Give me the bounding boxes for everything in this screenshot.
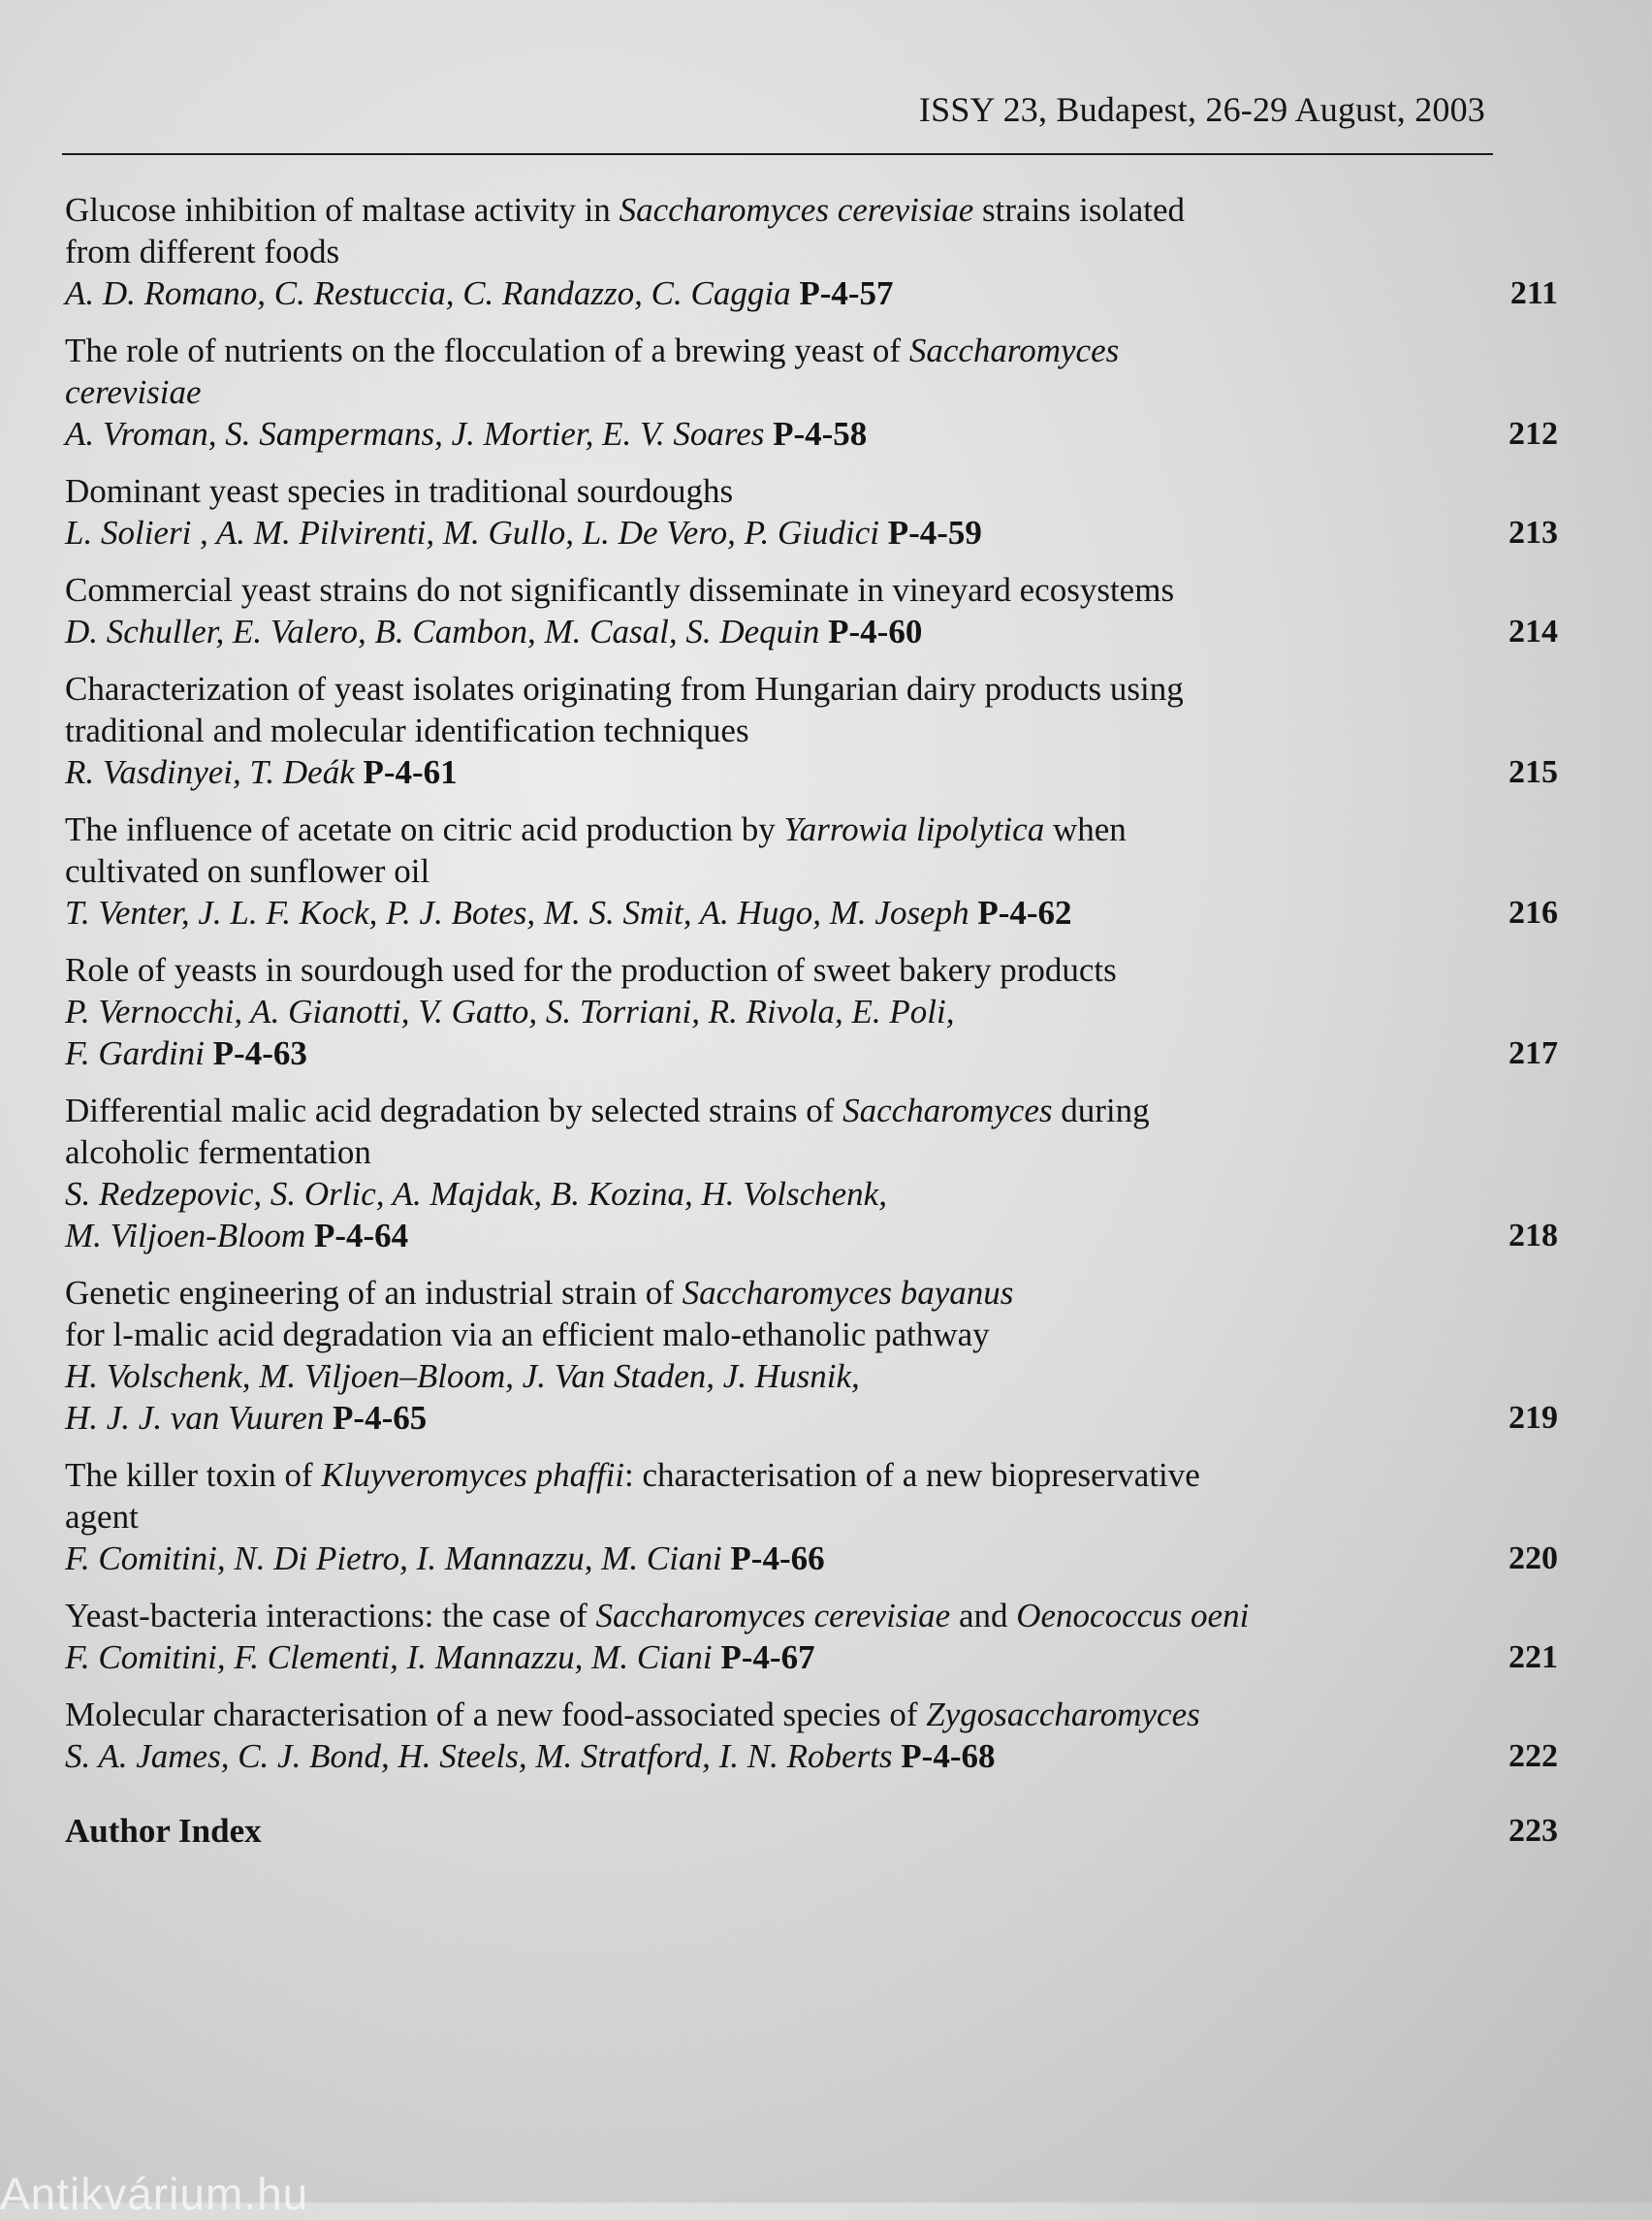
entry-title-line [65, 949, 1422, 991]
title-text: Dominant yeast species in traditional sourdoughs [65, 472, 734, 510]
authors-text: S. A. James, C. J. Bond, H. Steels, M. Stratford, I. N. Roberts [65, 1737, 893, 1775]
poster-code: P-4-68 [901, 1737, 996, 1775]
toc-entry [0, 330, 1558, 455]
watermark: Antikvárium.hu [0, 2169, 309, 2219]
title-text: traditional and molecular identification techniques [65, 712, 749, 749]
title-text: Molecular characterisation of a new food-associated species of [65, 1696, 927, 1733]
title-text: cultivated on sunflower oil [65, 852, 430, 890]
entry-title-line [65, 569, 1422, 611]
toc-entry [0, 470, 1558, 554]
species-name: Saccharomyces cerevisiae [595, 1597, 951, 1634]
page-number: 217 [1509, 1035, 1558, 1071]
entry-title-line [65, 1454, 1422, 1496]
authors-text: R. Vasdinyei, T. Deák [65, 753, 355, 791]
entry-authors-line [65, 1397, 1422, 1439]
authors-text: H. J. J. van Vuuren [65, 1399, 325, 1437]
title-text: alcoholic fermentation [65, 1133, 371, 1171]
entry-authors-line [65, 751, 1422, 793]
species-name: Saccharomyces bayanus [682, 1274, 1014, 1312]
title-text: Characterization of yeast isolates originating from Hungarian dairy products using [65, 670, 1184, 708]
title-text: The role of nutrients on the flocculation of a brewing yeast of [65, 332, 909, 369]
page-number: 220 [1509, 1540, 1558, 1576]
entry-authors-line [65, 512, 1422, 554]
entry-authors-line [65, 413, 1422, 455]
poster-code: P-4-62 [977, 894, 1072, 932]
authors-text: S. Redzepovic, S. Orlic, A. Majdak, B. Kozina, H. Volschenk, [65, 1175, 887, 1213]
title-text: for l-malic acid degradation via an efficient malo-ethanolic pathway [65, 1316, 990, 1353]
entry-title-line [65, 809, 1422, 850]
entry-title-line [65, 189, 1422, 231]
toc-entry [0, 809, 1558, 934]
poster-code: P-4-61 [363, 753, 458, 791]
header-rule [62, 153, 1493, 155]
page-number: 215 [1509, 754, 1558, 790]
title-text: The killer toxin of [65, 1456, 322, 1494]
entry-title-line [65, 1272, 1422, 1314]
authors-text: A. Vroman, S. Sampermans, J. Mortier, E. V. Soares [65, 415, 765, 453]
species-name: Saccharomyces [842, 1092, 1053, 1129]
page-number: 219 [1509, 1400, 1558, 1436]
authors-text: A. D. Romano, C. Restuccia, C. Randazzo, C. Caggia [65, 274, 791, 312]
authors-text: F. Comitini, F. Clementi, I. Mannazzu, M. Ciani [65, 1638, 713, 1676]
author-index-entry [0, 1810, 1558, 1852]
poster-code: P-4-57 [799, 274, 894, 312]
toc-entry [0, 569, 1558, 652]
page-number: 214 [1509, 614, 1558, 650]
page-number: 211 [1509, 275, 1558, 311]
entry-title-line [65, 470, 1422, 512]
toc-entry [0, 949, 1558, 1074]
toc-entry [0, 1090, 1558, 1256]
entry-authors-line [65, 1032, 1422, 1074]
poster-code: P-4-66 [730, 1539, 825, 1577]
authors-text: M. Viljoen-Bloom [65, 1217, 306, 1254]
authors-text: H. Volschenk, M. Viljoen–Bloom, J. Van Staden, J. Husnik, [65, 1357, 860, 1395]
entry-authors-line [65, 991, 1422, 1032]
page-number: 212 [1509, 416, 1558, 452]
title-text: Role of yeasts in sourdough used for the production of sweet bakery products [65, 951, 1117, 989]
species-name: Saccharomyces [908, 332, 1120, 369]
entry-title-line [65, 1131, 1422, 1173]
entry-authors-line [65, 892, 1422, 934]
entry-title-line [65, 710, 1422, 751]
entry-title-line [65, 1595, 1422, 1636]
species-name: Yarrowia lipolytica [783, 810, 1045, 848]
entry-authors-line [65, 1215, 1422, 1256]
title-text: Yeast-bacteria interactions: the case of [65, 1597, 596, 1634]
authors-text: F. Comitini, N. Di Pietro, I. Mannazzu, M. Ciani [65, 1539, 722, 1577]
poster-code: P-4-59 [887, 514, 982, 552]
entry-authors-line [65, 272, 1422, 314]
poster-code: P-4-64 [313, 1217, 409, 1254]
entry-title-line [65, 231, 1422, 272]
entry-title-line [65, 1090, 1422, 1131]
poster-code: P-4-67 [720, 1638, 815, 1676]
toc-entry [0, 189, 1558, 314]
title-text: : characterisation of a new biopreservative [624, 1456, 1200, 1494]
entry-authors-line [65, 1355, 1422, 1397]
title-text: Commercial yeast strains do not significantly disseminate in vineyard ecosystems [65, 571, 1175, 609]
entry-authors-line [65, 1636, 1422, 1678]
title-text: Glucose inhibition of maltase activity in [65, 191, 620, 229]
authors-text: L. Solieri , A. M. Pilvirenti, M. Gullo, L. De Vero, P. Giudici [65, 514, 888, 552]
authors-text: P. Vernocchi, A. Gianotti, V. Gatto, S. Torriani, R. Rivola, E. Poli, [65, 993, 955, 1031]
toc-entry [0, 1595, 1558, 1678]
page-number: 221 [1509, 1639, 1558, 1675]
species-name: Zygosaccharomyces [926, 1696, 1200, 1733]
entry-title-line [65, 668, 1422, 710]
page-number: 222 [1509, 1738, 1558, 1774]
authors-text: F. Gardini [65, 1034, 205, 1072]
title-text: The influence of acetate on citric acid production by [65, 810, 784, 848]
species-name: Saccharomyces cerevisiae [619, 191, 974, 229]
species-name: cerevisiae [65, 373, 202, 411]
title-text: strains isolated [973, 191, 1186, 229]
authors-text: D. Schuller, E. Valero, B. Cambon, M. Casal, S. Dequin [65, 613, 820, 650]
page-number: 213 [1509, 515, 1558, 551]
toc-entry [0, 1454, 1558, 1579]
title-text: from different foods [65, 233, 340, 270]
poster-code: P-4-65 [333, 1399, 428, 1437]
toc-entry [0, 1272, 1558, 1439]
entry-title-line [65, 371, 1422, 413]
entry-authors-line [65, 611, 1422, 652]
page-number: 223 [1509, 1813, 1558, 1849]
page-number: 216 [1509, 895, 1558, 931]
title-text: and [950, 1597, 1017, 1634]
page-number: 218 [1509, 1218, 1558, 1253]
entry-title-line [65, 850, 1422, 892]
entry-title-line [65, 1314, 1422, 1355]
entry-title-line [65, 1496, 1422, 1538]
poster-code: P-4-60 [828, 613, 923, 650]
entry-authors-line [65, 1538, 1422, 1579]
species-name: Oenococcus oeni [1016, 1597, 1250, 1634]
poster-code: P-4-63 [212, 1034, 307, 1072]
poster-code: P-4-58 [773, 415, 868, 453]
title-text: agent [65, 1498, 139, 1536]
authors-text: T. Venter, J. L. F. Kock, P. J. Botes, M. S. Smit, A. Hugo, M. Joseph [65, 894, 969, 932]
species-name: Kluyveromyces phaffii [321, 1456, 625, 1494]
title-text: when [1044, 810, 1127, 848]
title-text: Genetic engineering of an industrial strain of [65, 1274, 683, 1312]
entry-title-line [65, 330, 1422, 371]
title-text: Differential malic acid degradation by selected strains of [65, 1092, 843, 1129]
author-index-label: Author Index [65, 1812, 262, 1850]
running-header: ISSY 23, Budapest, 26-29 August, 2003 [918, 90, 1485, 129]
toc-entry [0, 668, 1558, 793]
title-text: during [1052, 1092, 1150, 1129]
toc-entry [0, 1694, 1558, 1777]
entry-authors-line [65, 1173, 1422, 1215]
entry-authors-line [65, 1735, 1422, 1777]
entry-title-line [65, 1694, 1422, 1735]
table-of-contents [0, 189, 1652, 1852]
